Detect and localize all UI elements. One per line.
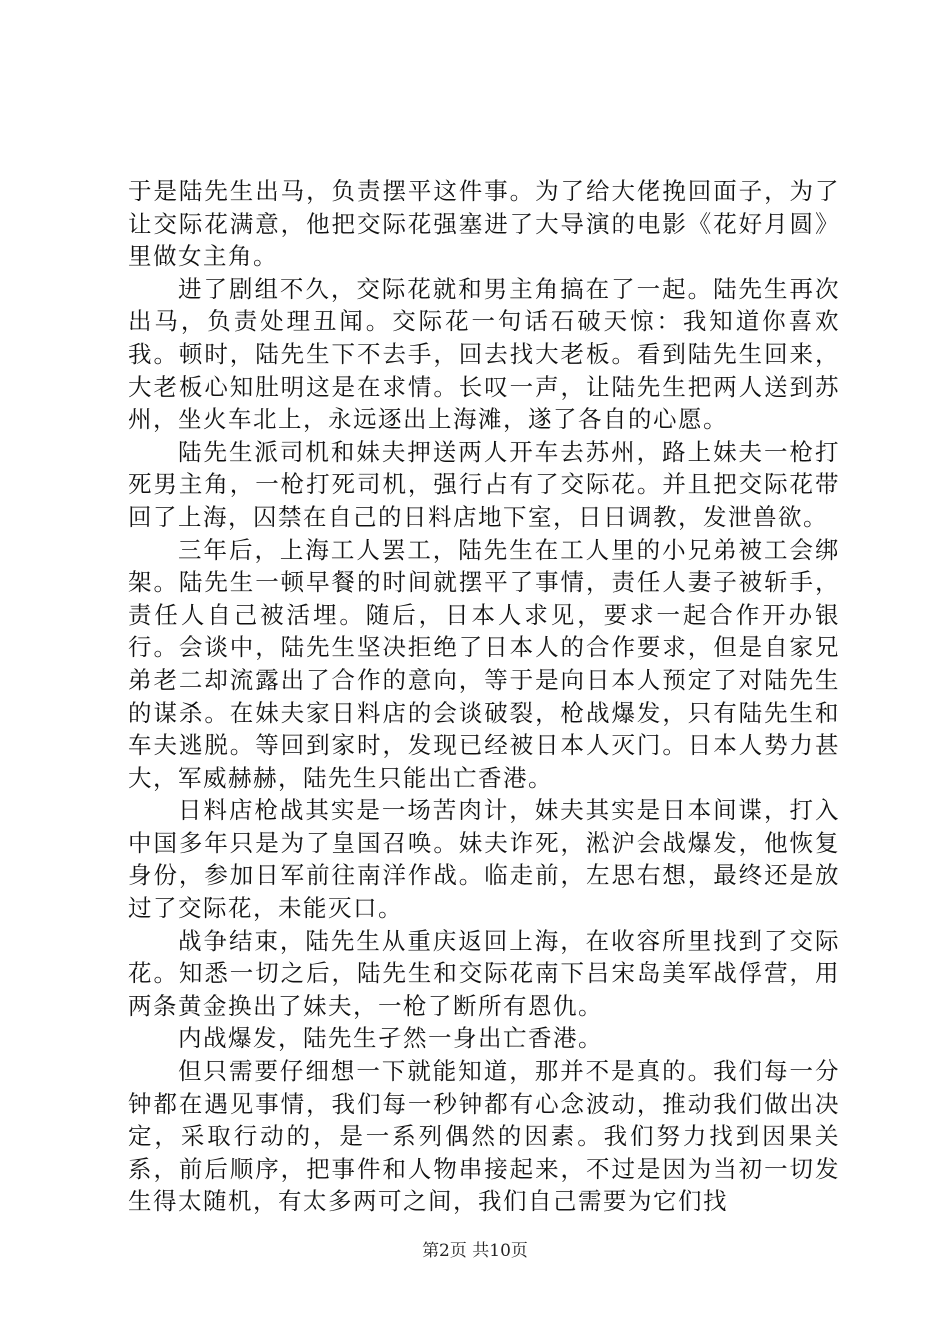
paragraph-1: 于是陆先生出马，负责摆平这件事。为了给大佬挽回面子，为了让交际花满意，他把交际花强塞进了大导演的电影《花好月圆》里做女主角。	[128, 177, 840, 271]
paragraph-7: 内战爆发，陆先生孑然一身出亡香港。	[178, 1024, 603, 1053]
paragraph-5: 日料店枪战其实是一场苦肉计，妹夫其实是日本间谍，打入中国多年只是为了皇国召唤。妹夫诈死，淞沪会战爆发，他恢复身份，参加日军前往南洋作战。临走前，左思右想，最终还是放过了交际花，未能灭口。	[128, 796, 840, 923]
paragraph-6: 战争结束，陆先生从重庆返回上海，在收容所里找到了交际花。知悉一切之后，陆先生和交际花南下吕宋岛美军战俘营，用两条黄金换出了妹夫，一枪了断所有恩仇。	[128, 926, 840, 1020]
document-body	[128, 175, 840, 1218]
paragraph-8: 但只需要仔细想一下就能知道，那并不是真的。我们每一分钟都在遇见事情，我们每一秒钟都有心念波动，推动我们做出决定，采取行动的，是一系列偶然的因素。我们努力找到因果关系，前后顺序，把事件和人物串接起来，不过是因为当初一切发生得太随机，有太多两可之间，我们自己需要为它们找	[128, 1057, 840, 1216]
page-footer: 第2页 共10页	[422, 1241, 528, 1261]
paragraph-4: 三年后，上海工人罢工，陆先生在工人里的小兄弟被工会绑架。陆先生一顿早餐的时间就摆平了事情，责任人妻子被斩手，责任人自己被活埋。随后，日本人求见，要求一起合作开办银行。会谈中，陆先生坚决拒绝了日本人的合作要求，但是自家兄弟老二却流露出了合作的意向，等于是向日本人预定了对陆先生的谋杀。在妹夫家日料店的会谈破裂，枪战爆发，只有陆先生和车夫逃脱。等回到家时，发现已经被日本人灭门。日本人势力甚大，军威赫赫，陆先生只能出亡香港。	[128, 535, 840, 792]
paragraph-3: 陆先生派司机和妹夫押送两人开车去苏州，路上妹夫一枪打死男主角，一枪打死司机，强行占有了交际花。并且把交际花带回了上海，囚禁在自己的日料店地下室，日日调教，发泄兽欲。	[128, 437, 840, 531]
paragraph-2: 进了剧组不久，交际花就和男主角搞在了一起。陆先生再次出马，负责处理丑闻。交际花一句话石破天惊：我知道你喜欢我。顿时，陆先生下不去手，回去找大老板。看到陆先生回来，大老板心知肚明这是在求情。长叹一声，让陆先生把两人送到苏州，坐火车北上，永远逐出上海滩，遂了各自的心愿。	[128, 274, 840, 434]
